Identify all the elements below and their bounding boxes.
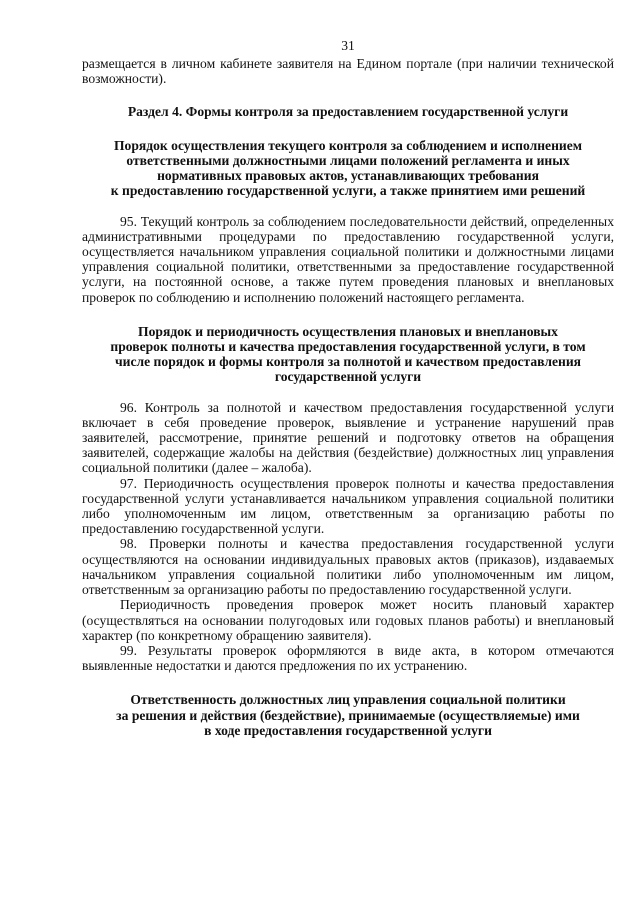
heading-line: Порядок осуществления текущего контроля за соблюдением и исполнением <box>113 137 583 153</box>
heading-responsibility <box>82 692 614 738</box>
heading-line: ответственными должностными лицами положений регламента и иных <box>126 153 570 169</box>
paragraph-95: 95. Текущий контроль за соблюдением последовательности действий, определенных административными процедурами по предоставлению государственной услуги, осуществляется начальником управления социальной политики и должностными лицами управления социальной политики, ответственными за предоставление государственной услуги, на постоянной основе, а также путем проведения плановых и внеплановых проверок по соблюдению и исполнению положений настоящего регламента. <box>82 213 614 305</box>
heading-line: за решения и действия (бездействие), принимаемые (осуществляемые) ими <box>116 707 580 723</box>
paragraph-99: 99. Результаты проверок оформляются в виде акта, в котором отмечаются выявленные недостатки и даются предложения по их устранению. <box>82 642 614 674</box>
page-number: 31 <box>341 38 355 53</box>
heading-line: Порядок и периодичность осуществления плановых и внеплановых <box>138 323 558 339</box>
heading-line: к предоставлению государственной услуги, а также принятием ими решений <box>110 183 586 199</box>
paragraph-96: 96. Контроль за полнотой и качеством предоставления государственной услуги включает в себя проведение проверок, выявление и устранение нарушений прав заявителей, рассмотрение, принятие решений и подготовку ответов на обращения заявителей, содержащие жалобы на действия (бездействие) должностных лиц управления социальной политики (далее – жалоба). <box>82 399 614 476</box>
heading-line: числе порядок и формы контроля за полнотой и качеством предоставления <box>114 354 582 370</box>
heading-line: нормативных правовых актов, устанавливающих требования <box>157 168 539 184</box>
paragraph-98: 98. Проверки полноты и качества предоставления государственной услуги осуществляются на основании индивидуальных правовых актов (приказов), издаваемых начальником управления социальной политики либо уполномоченным им лицом, ответственным за организацию работы по предоставлению государственной услуги. <box>82 536 614 598</box>
intro-paragraph: размещается в личном кабинете заявителя на Едином портале (при наличии технической возможности). <box>82 56 614 87</box>
section-title: Раздел 4. Формы контроля за предоставлением государственной услуги <box>127 103 569 119</box>
heading-line: в ходе предоставления государственной услуги <box>204 722 492 738</box>
heading-planned-inspections <box>82 324 614 385</box>
heading-current-control <box>82 138 614 199</box>
heading-line: проверок полноты и качества предоставления государственной услуги, в том <box>110 339 586 355</box>
paragraph-97: 97. Периодичность осуществления проверок полноты и качества предоставления государственной услуги устанавливается начальником управления социальной политики либо уполномоченным им лицом, ответственным за организацию работы по предоставлению государственной услуги. <box>82 475 614 537</box>
heading-line: Ответственность должностных лиц управления социальной политики <box>130 692 566 708</box>
heading-line: государственной услуги <box>274 369 422 385</box>
paragraph-98-continued: Периодичность проведения проверок может носить плановый характер (осуществляться на основании полугодовых или годовых планов работы) и внеплановый характер (по конкретному обращению заявителя). <box>82 597 614 643</box>
